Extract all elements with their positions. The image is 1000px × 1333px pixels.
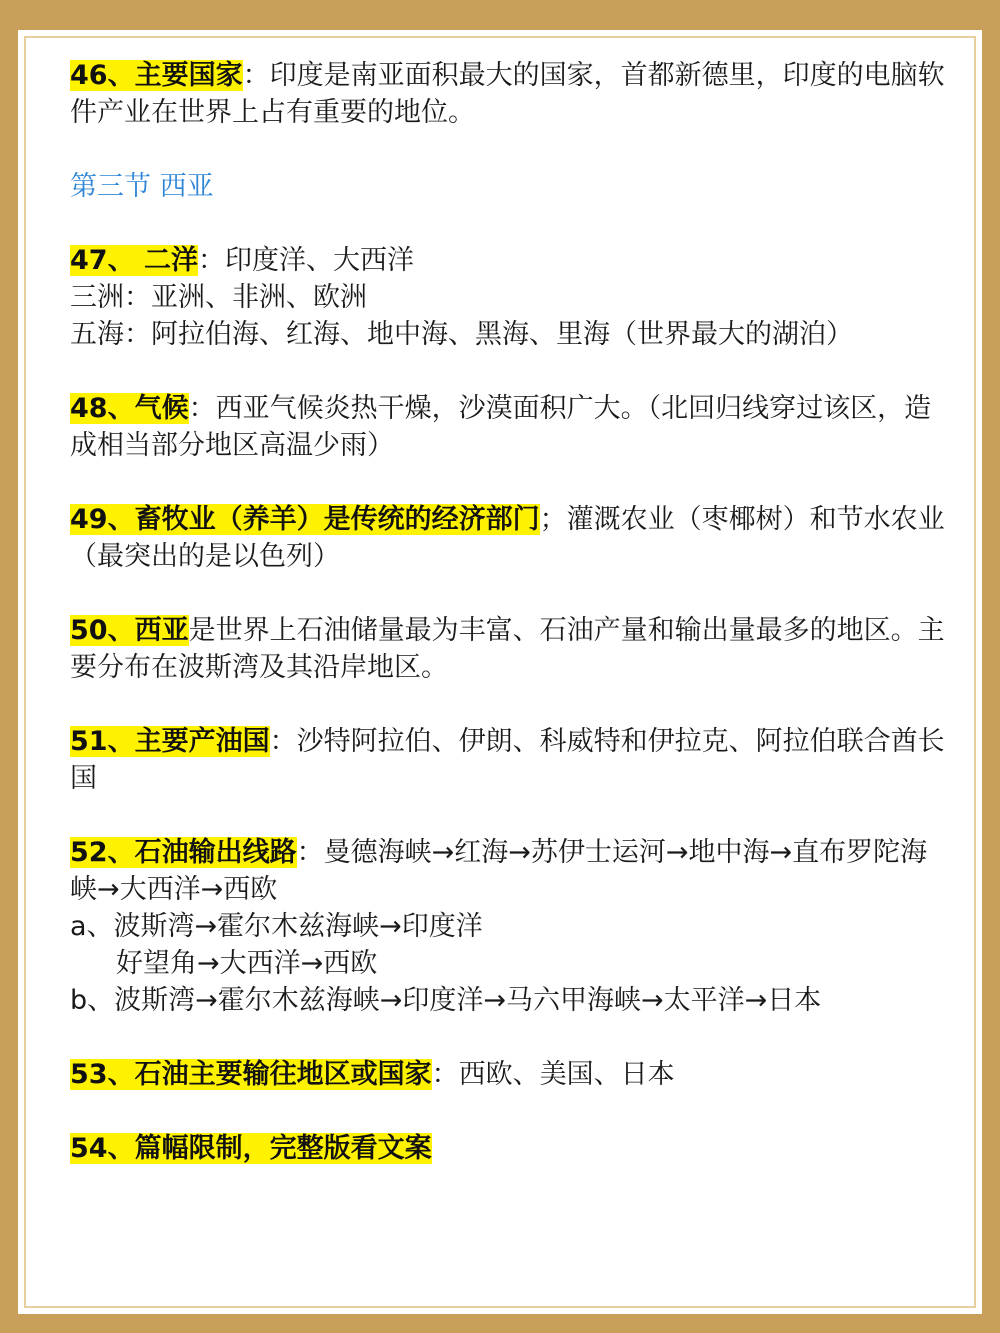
item-52-key: 52、石油输出线路 — [70, 837, 297, 868]
item-47-text: ：印度洋、大西洋 — [197, 245, 414, 276]
item-53-key: 53、石油主要输往地区或国家 — [70, 1059, 432, 1090]
item-50-text: 是世界上石油储量最为丰富、石油产量和输出量最多的地区。主要分布在波斯湾及其沿岸地区。 — [70, 615, 945, 683]
item-52-route-a2: 好望角→大西洋→西欧 — [116, 948, 378, 979]
item-48 — [70, 390, 950, 464]
item-49-key: 49、畜牧业（养羊）是传统的经济部门 — [70, 504, 540, 535]
item-53-text: ：西欧、美国、日本 — [431, 1059, 675, 1090]
item-48-key: 48、气候 — [70, 393, 189, 424]
item-47 — [70, 242, 950, 279]
item-46 — [70, 57, 950, 131]
item-51 — [70, 723, 950, 797]
item-54 — [70, 1130, 950, 1167]
item-50-key: 50、西亚 — [70, 615, 189, 646]
section-title: 第三节 西亚 — [70, 171, 214, 202]
note-card — [18, 30, 982, 1314]
note-content — [70, 57, 950, 1167]
item-52-text: ：曼德海峡→红海→苏伊士运河→地中海→直布罗陀海峡→大西洋→西欧 — [70, 837, 928, 905]
item-49-text: ；灌溉农业（枣椰树）和节水农业（最突出的是以色列） — [70, 504, 945, 572]
item-46-key: 46、主要国家 — [70, 60, 243, 91]
item-48-text: ：西亚气候炎热干燥，沙漠面积广大。（北回归线穿过该区，造成相当部分地区高温少雨） — [70, 393, 932, 461]
item-53 — [70, 1056, 950, 1093]
item-52 — [70, 834, 950, 908]
item-47-key: 47、 二洋 — [70, 245, 198, 276]
item-52-route-b: b、波斯湾→霍尔木兹海峡→印度洋→马六甲海峡→太平洋→日本 — [70, 985, 822, 1016]
item-47-line3: 五海：阿拉伯海、红海、地中海、黑海、里海（世界最大的湖泊） — [70, 319, 853, 350]
item-51-text: ：沙特阿拉伯、伊朗、科威特和伊拉克、阿拉伯联合酋长国 — [70, 726, 945, 794]
item-50 — [70, 612, 950, 686]
item-51-key: 51、主要产油国 — [70, 726, 270, 757]
item-52-route-a1: a、波斯湾→霍尔木兹海峡→印度洋 — [70, 911, 483, 942]
item-47-line2: 三洲：亚洲、非洲、欧洲 — [70, 282, 367, 313]
item-49 — [70, 501, 950, 575]
item-54-key: 54、篇幅限制，完整版看文案 — [70, 1133, 432, 1164]
item-46-text: ：印度是南亚面积最大的国家，首都新德里，印度的电脑软件产业在世界上占有重要的地位。 — [70, 60, 945, 128]
